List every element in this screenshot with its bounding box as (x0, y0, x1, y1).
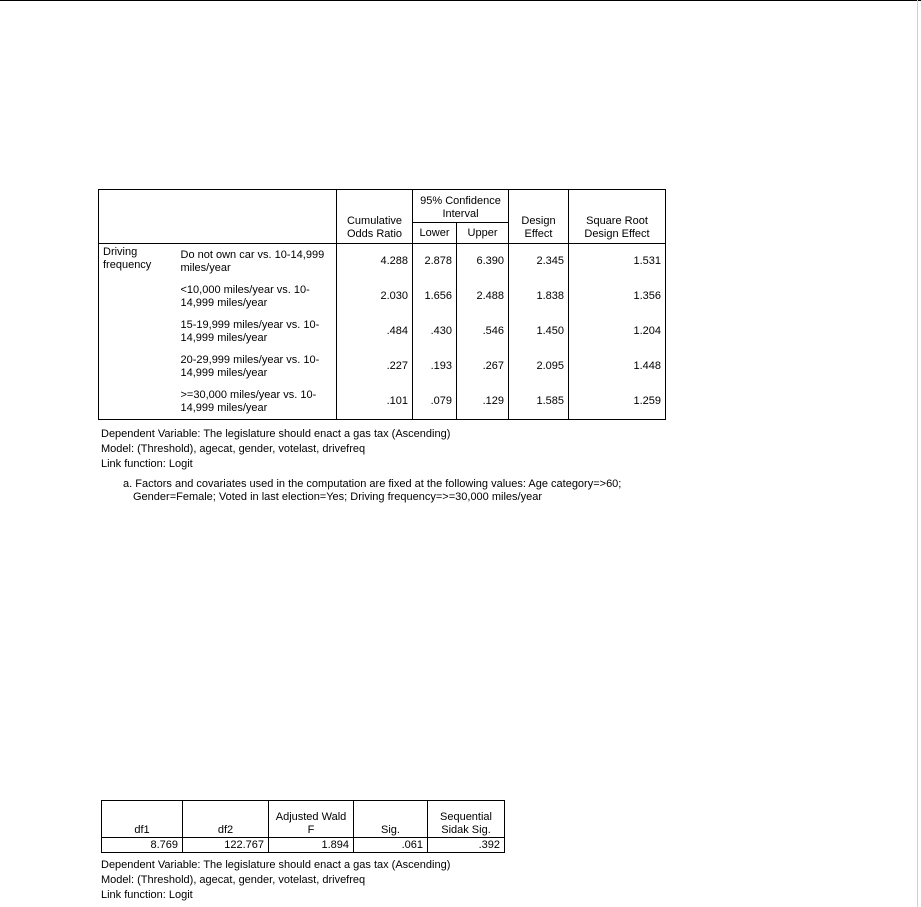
odds-ratio-table (98, 189, 666, 420)
sqrt-design-effect-cell: 1.448 (569, 349, 666, 384)
right-separator (917, 0, 918, 907)
sqrt-design-effect-cell: 1.531 (569, 244, 666, 280)
link-function-note: Link function: Logit (101, 458, 193, 470)
sidak-sig-header: Sequential Sidak Sig. (428, 801, 505, 838)
dependent-variable-note: Dependent Variable: The legislature should enact a gas tax (Ascending) (101, 859, 451, 871)
ci-upper-cell: .546 (457, 314, 509, 349)
odds-ratio-cell: .484 (337, 314, 413, 349)
lower-header: Lower (413, 223, 457, 244)
link-function-note: Link function: Logit (101, 889, 193, 901)
sqrt-design-effect-cell: 1.356 (569, 279, 666, 314)
table-row (99, 279, 666, 314)
corner-cell (99, 190, 337, 244)
ci-lower-cell: 1.656 (413, 279, 457, 314)
model-note: Model: (Threshold), agecat, gender, votelast, drivefreq (101, 443, 366, 455)
ci-upper-cell: .267 (457, 349, 509, 384)
ci-lower-cell: .193 (413, 349, 457, 384)
sqrt-design-effect-cell: 1.204 (569, 314, 666, 349)
ci-upper-cell: 2.488 (457, 279, 509, 314)
ci-upper-cell: 6.390 (457, 244, 509, 280)
sqrt-design-effect-cell: 1.259 (569, 384, 666, 420)
row-label: 20-29,999 miles/year vs. 10-14,999 miles/year (180, 353, 320, 379)
design-effect-cell: 2.095 (509, 349, 569, 384)
row-label: >=30,000 miles/year vs. 10-14,999 miles/year (180, 388, 317, 414)
ci-header: 95% Confidence Interval (413, 190, 509, 223)
df2-cell: 122.767 (183, 838, 269, 853)
model-note: Model: (Threshold), agecat, gender, votelast, drivefreq (101, 874, 366, 886)
odds-ratio-cell: .101 (337, 384, 413, 420)
table-row (99, 349, 666, 384)
adjusted-wald-f-cell: 1.894 (269, 838, 354, 853)
ci-upper-cell: .129 (457, 384, 509, 420)
table-row (99, 244, 666, 280)
cum-odds-header: Cumulative Odds Ratio (337, 190, 413, 244)
sig-cell: .061 (354, 838, 428, 853)
odds-ratio-cell: 4.288 (337, 244, 413, 280)
top-rule (0, 0, 921, 1)
sig-header: Sig. (354, 801, 428, 838)
table-row (99, 314, 666, 349)
table-row (99, 384, 666, 420)
odds-ratio-cell: .227 (337, 349, 413, 384)
ci-lower-cell: .079 (413, 384, 457, 420)
group-label: Driving frequency (103, 246, 152, 271)
design-effect-header: Design Effect (509, 190, 569, 244)
wald-test-table (101, 800, 505, 853)
df1-header: df1 (102, 801, 183, 838)
adjusted-wald-f-header: Adjusted Wald F (269, 801, 354, 838)
odds-ratio-cell: 2.030 (337, 279, 413, 314)
dependent-variable-note: Dependent Variable: The legislature should enact a gas tax (Ascending) (101, 428, 451, 440)
row-label: Do not own car vs. 10-14,999 miles/year (180, 248, 325, 274)
upper-header: Upper (457, 223, 509, 244)
design-effect-cell: 2.345 (509, 244, 569, 280)
table-row (102, 838, 505, 853)
df2-header: df2 (183, 801, 269, 838)
sqrt-design-effect-header: Square Root Design Effect (569, 190, 666, 244)
design-effect-cell: 1.450 (509, 314, 569, 349)
footnote-a: a. Factors and covariates used in the computation are fixed at the following values: Age category=>60; Gender=Female; Voted in last election=Yes; Driving frequency=>=30,000 miles/year (123, 478, 622, 503)
ci-lower-cell: .430 (413, 314, 457, 349)
df1-cell: 8.769 (150, 838, 178, 851)
row-label: <10,000 miles/year vs. 10-14,999 miles/year (180, 283, 310, 309)
sidak-sig-cell: .392 (428, 838, 505, 853)
ci-lower-cell: 2.878 (413, 244, 457, 280)
row-label: 15-19,999 miles/year vs. 10-14,999 miles/year (180, 318, 320, 344)
design-effect-cell: 1.585 (509, 384, 569, 420)
design-effect-cell: 1.838 (509, 279, 569, 314)
